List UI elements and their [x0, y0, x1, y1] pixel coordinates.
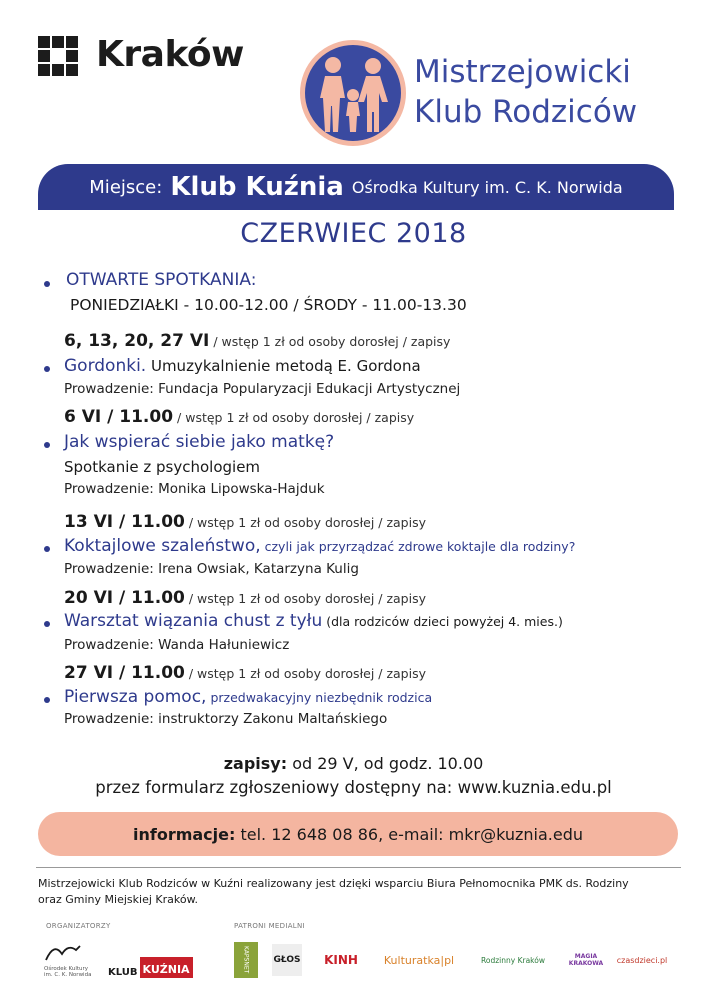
- patrons-label: PATRONI MEDIALNI: [234, 922, 305, 930]
- open-meetings-title: OTWARTE SPOTKANIA:: [66, 270, 257, 290]
- patron-logo: czasdzieci.pl: [616, 955, 668, 965]
- event-lead: Prowadzenie: Irena Owsiak, Katarzyna Kulig: [64, 561, 359, 577]
- event-date: 13 VI / 11.00: [64, 512, 185, 532]
- event-subtitle: Spotkanie z psychologiem: [64, 458, 261, 476]
- registration-when: [0, 754, 707, 773]
- event-date: 20 VI / 11.00: [64, 588, 185, 608]
- patron-logo: KAPSNET: [234, 942, 258, 978]
- krakow-logo-icon: [38, 36, 78, 76]
- event-note: / wstęp 1 zł od osoby dorosłej / zapisy: [184, 515, 426, 530]
- patron-logo: Rodzinny Kraków: [481, 955, 545, 965]
- club-title-line1: Mistrzejowicki: [414, 54, 631, 90]
- event-title: Koktajlowe szaleństwo,: [64, 536, 261, 556]
- event-date-line: [64, 512, 426, 532]
- event-title: Gordonki.: [64, 356, 147, 376]
- info-contact: tel. 12 648 08 86, e-mail: mkr@kuznia.edu: [235, 824, 583, 844]
- event-title-rest: czyli jak przyrządzać zdrowe koktajle dla rodziny?: [260, 539, 576, 554]
- event-lead: Prowadzenie: instruktorzy Zakonu Maltańskiego: [64, 711, 388, 727]
- event-date: 6 VI / 11.00: [64, 407, 174, 427]
- info-label: informacje:: [132, 824, 236, 844]
- event-date: 6, 13, 20, 27 VI: [64, 331, 210, 351]
- bullet-icon: [44, 697, 50, 703]
- okn-logo-icon: [44, 940, 84, 962]
- bullet-icon: [44, 621, 50, 627]
- registration-how: przez formularz zgłoszeniowy dostępny na: www.kuznia.edu.pl: [95, 778, 612, 797]
- support-note: [38, 876, 629, 908]
- event-lead: Prowadzenie: Wanda Hałuniewicz: [64, 637, 290, 653]
- patron-logo: Kulturatka|pl: [383, 953, 455, 967]
- support-line2: oraz Gminy Miejskiej Kraków.: [38, 893, 199, 906]
- event-title-line: [64, 687, 432, 707]
- event-date: 27 VI / 11.00: [64, 663, 185, 683]
- place-name: Klub Kuźnia: [170, 172, 344, 202]
- event-title: Warsztat wiązania chust z tyłu: [64, 611, 323, 631]
- divider: [36, 867, 681, 868]
- club-title: [414, 52, 637, 132]
- okn-caption-2: im. C. K. Norwida: [44, 972, 92, 978]
- place-detail: Ośrodka Kultury im. C. K. Norwida: [351, 177, 623, 197]
- organizers-label: ORGANIZATORZY: [46, 922, 111, 930]
- city-name: Kraków: [96, 34, 244, 75]
- okn-logo: [44, 940, 104, 980]
- event-lead: Prowadzenie: Fundacja Popularyzacji Edukacji Artystycznej: [64, 381, 461, 397]
- place-banner: [38, 164, 674, 210]
- bullet-icon: [44, 442, 50, 448]
- patron-logo: GŁOS: [272, 944, 302, 976]
- club-title-line2: Klub Rodziców: [414, 94, 638, 130]
- family-logo-icon: [300, 40, 406, 146]
- event-note: / wstęp 1 zł od osoby dorosłej / zapisy: [184, 666, 426, 681]
- info-bar: [38, 812, 678, 856]
- event-note: / wstęp 1 zł od osoby dorosłej / zapisy: [173, 410, 415, 425]
- event-title-line: [64, 356, 421, 376]
- event-date-line: [64, 663, 426, 683]
- event-title-rest: przedwakacyjny niezbędnik rodzica: [206, 690, 433, 705]
- event-title-rest: (dla rodziców dzieci powyżej 4. mies.): [322, 614, 563, 629]
- bullet-icon: [44, 281, 50, 287]
- bullet-icon: [44, 366, 50, 372]
- klub-word: KLUB: [108, 967, 138, 978]
- support-line1: Mistrzejowicki Klub Rodziców w Kuźni realizowany jest dzięki wsparciu Biura Pełnomocnika PMK ds. Rodziny: [38, 877, 629, 890]
- event-date-line: [64, 331, 450, 351]
- okn-caption-1: Ośrodek Kultury: [44, 966, 89, 972]
- event-note: / wstęp 1 zł od osoby dorosłej / zapisy: [209, 334, 451, 349]
- event-title: Jak wspierać siebie jako matkę?: [64, 432, 335, 452]
- bullet-icon: [44, 546, 50, 552]
- patron-logo: MAGIA KRAKOWA: [568, 953, 604, 967]
- event-title: Pierwsza pomoc,: [64, 687, 207, 707]
- registration-label: zapisy:: [223, 754, 288, 773]
- kuznia-word: KUŹNIA: [140, 957, 193, 978]
- event-title-rest: Umuzykalnienie metodą E. Gordona: [146, 357, 421, 375]
- event-title-line: [64, 536, 575, 556]
- event-date-line: [64, 588, 426, 608]
- registration-date: od 29 V, od godz. 10.00: [287, 754, 484, 773]
- event-lead: Prowadzenie: Monika Lipowska-Hajduk: [64, 481, 325, 497]
- month-heading: CZERWIEC 2018: [240, 218, 467, 249]
- event-title-line: [64, 611, 563, 631]
- klub-kuznia-logo: [108, 948, 194, 978]
- patron-logo: KINH: [324, 953, 358, 967]
- event-date-line: [64, 407, 414, 427]
- event-note: / wstęp 1 zł od osoby dorosłej / zapisy: [184, 591, 426, 606]
- place-label: Miejsce:: [89, 176, 163, 198]
- open-meetings-schedule: PONIEDZIAŁKI - 10.00-12.00 / ŚRODY - 11.00-13.30: [70, 296, 467, 314]
